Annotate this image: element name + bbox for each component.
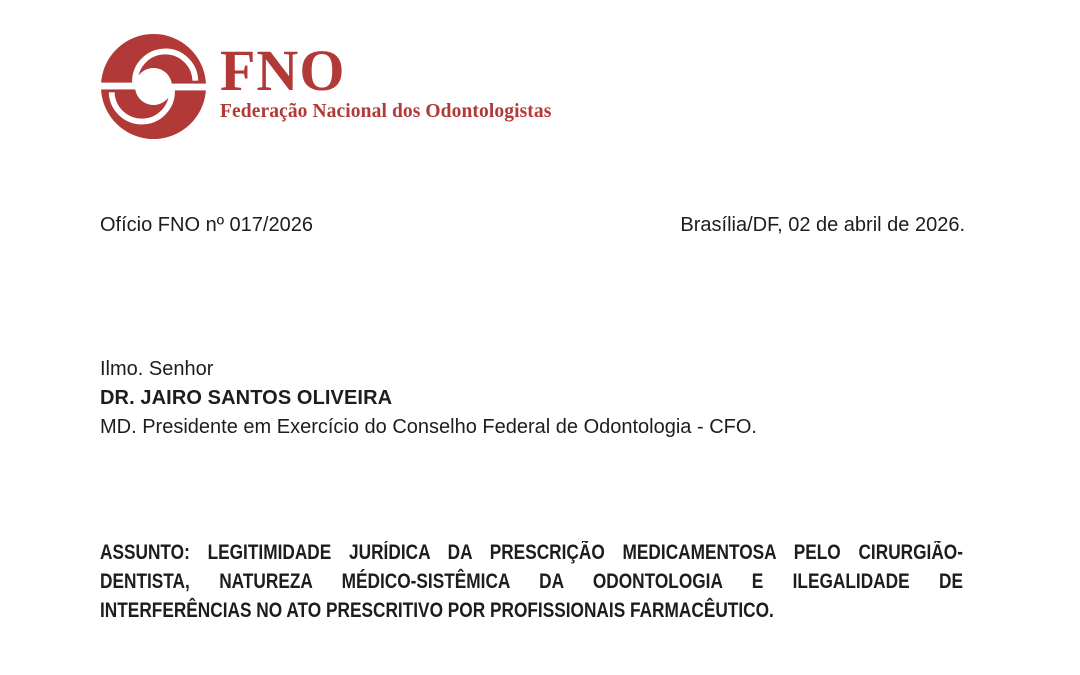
- place-and-date: Brasília/DF, 02 de abril de 2026.: [680, 214, 965, 236]
- subject-block: [100, 538, 963, 625]
- letterhead: [100, 33, 551, 140]
- org-full-name: Federação Nacional dos Odontologistas: [220, 101, 552, 122]
- addressee-name: DR. JAIRO SANTOS OLIVEIRA: [100, 387, 393, 409]
- addressee-role: MD. Presidente em Exercício do Conselho Federal de Odontologia - CFO.: [100, 416, 757, 438]
- reference-row: [100, 212, 965, 238]
- subject-line-3: INTERFERÊNCIAS NO ATO PRESCRITIVO POR PROFISSIONAIS FARMACÊUTICO.: [100, 599, 774, 622]
- org-acronym: FNO: [220, 38, 346, 103]
- document-number: Ofício FNO nº 017/2026: [100, 214, 313, 236]
- letterhead-text: [220, 33, 551, 122]
- addressee-salutation: Ilmo. Senhor: [100, 358, 214, 380]
- subject-line-2: DENTISTA, NATUREZA MÉDICO-SISTÊMICA DA ODONTOLOGIA E ILEGALIDADE DE: [100, 570, 963, 593]
- subject-line-1: ASSUNTO: LEGITIMIDADE JURÍDICA DA PRESCRIÇÃO MEDICAMENTOSA PELO CIRURGIÃO-: [100, 541, 963, 564]
- addressee-block: [100, 355, 757, 442]
- fno-swirl-logo-icon: [100, 33, 207, 140]
